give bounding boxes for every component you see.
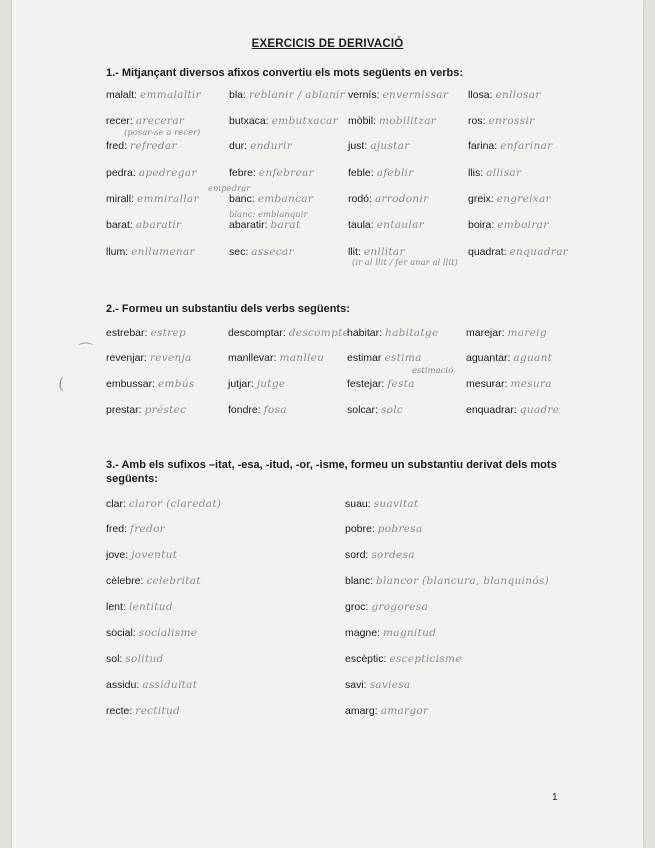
exercise-item bbox=[106, 705, 180, 717]
handwritten-answer: estrep bbox=[150, 327, 187, 339]
item-label: prestar: bbox=[106, 404, 142, 416]
item-label: malalt: bbox=[106, 89, 137, 101]
item-label: sec: bbox=[229, 246, 249, 258]
exercise-item bbox=[106, 115, 184, 127]
worksheet-page bbox=[12, 0, 643, 848]
item-label: llit: bbox=[348, 246, 361, 258]
item-label: lent: bbox=[106, 601, 126, 613]
handwritten-note: (ir al llit / fer anar al llit) bbox=[352, 258, 458, 268]
handwritten-answer: enllitar bbox=[363, 246, 405, 258]
exercise-item bbox=[229, 167, 314, 179]
exercise-item bbox=[345, 627, 436, 639]
exercise-item bbox=[345, 653, 462, 665]
item-label: rodó: bbox=[348, 193, 372, 205]
item-label: savi: bbox=[345, 679, 367, 691]
handwritten-answer: arecerar bbox=[135, 115, 185, 127]
exercise-item bbox=[229, 140, 292, 152]
handwritten-answer: embancar bbox=[257, 193, 314, 205]
exercise-item bbox=[106, 498, 221, 510]
item-label: embussar: bbox=[106, 378, 156, 390]
exercise-item bbox=[345, 679, 411, 691]
handwritten-answer: enllosar bbox=[495, 89, 541, 101]
handwritten-answer: socialisme bbox=[138, 627, 198, 639]
handwritten-answer: assiduïtat bbox=[142, 679, 198, 691]
item-label: llum: bbox=[106, 246, 129, 258]
item-label: taula: bbox=[348, 219, 374, 231]
item-label: enquadrar: bbox=[466, 404, 517, 416]
exercise-item bbox=[345, 575, 549, 587]
exercise-item bbox=[468, 167, 521, 179]
item-label: barat: bbox=[106, 219, 133, 231]
item-label: clar: bbox=[106, 498, 126, 510]
handwritten-answer: revenja bbox=[149, 352, 192, 364]
handwritten-answer: assecar bbox=[251, 246, 294, 258]
handwritten-answer: endurir bbox=[250, 140, 293, 152]
item-label: fondre: bbox=[228, 404, 261, 416]
handwritten-answer: mareig bbox=[507, 327, 547, 339]
exercise-item bbox=[229, 246, 294, 258]
handwritten-note: blanc: emblanquir bbox=[229, 210, 308, 220]
item-label: cèlebre: bbox=[106, 575, 144, 587]
handwritten-answer: sordesa bbox=[371, 549, 415, 561]
item-label: marejar: bbox=[466, 327, 505, 339]
handwritten-answer: amargor bbox=[380, 705, 429, 717]
handwritten-answer: mesura bbox=[510, 378, 552, 390]
handwritten-answer: jutge bbox=[256, 378, 286, 390]
exercise-item bbox=[468, 115, 534, 127]
section-3-heading: 3.- Amb els sufixos –itat, -esa, -itud, -or, -isme, formeu un substantiu derivat dels mots següents: bbox=[106, 459, 557, 485]
handwritten-answer: arrodonir bbox=[374, 193, 429, 205]
exercise-item bbox=[348, 115, 436, 127]
item-label: just: bbox=[348, 140, 368, 152]
item-label: solcar: bbox=[347, 404, 378, 416]
handwritten-answer: descompte bbox=[288, 327, 350, 339]
exercise-item bbox=[466, 404, 559, 416]
handwritten-answer: mobilitzar bbox=[379, 115, 437, 127]
exercise-item bbox=[106, 140, 177, 152]
handwritten-answer: joventut bbox=[131, 549, 178, 561]
exercise-item bbox=[229, 89, 345, 101]
exercise-item bbox=[468, 89, 541, 101]
exercise-item bbox=[466, 352, 552, 364]
item-label: dur: bbox=[229, 140, 248, 152]
exercise-item bbox=[106, 219, 181, 231]
exercise-item bbox=[106, 575, 201, 587]
exercise-item bbox=[106, 404, 186, 416]
item-label: recer: bbox=[106, 115, 133, 127]
exercise-item bbox=[466, 327, 547, 339]
item-label: llosa: bbox=[468, 89, 493, 101]
item-label: estrebar: bbox=[106, 327, 148, 339]
handwritten-answer: enfarinar bbox=[500, 140, 553, 152]
item-label: boira: bbox=[468, 219, 495, 231]
item-label: social: bbox=[106, 627, 136, 639]
item-label: manllevar: bbox=[228, 352, 277, 364]
item-label: ros: bbox=[468, 115, 486, 127]
item-label: jove: bbox=[106, 549, 129, 561]
exercise-item bbox=[347, 404, 403, 416]
handwritten-answer: fosa bbox=[263, 404, 287, 416]
exercise-item bbox=[347, 378, 415, 390]
item-label: descomptar: bbox=[228, 327, 286, 339]
exercise-item bbox=[106, 352, 192, 364]
item-label: febre: bbox=[229, 167, 256, 179]
handwritten-answer: rectitud bbox=[135, 705, 181, 717]
pencil-mark: ( bbox=[58, 374, 65, 393]
exercise-item bbox=[468, 219, 549, 231]
exercise-item bbox=[347, 327, 438, 339]
exercise-item bbox=[228, 352, 324, 364]
handwritten-answer: allisar bbox=[486, 167, 522, 179]
item-label: sol: bbox=[106, 653, 123, 665]
handwritten-answer: aguant bbox=[513, 352, 553, 364]
exercise-item bbox=[106, 679, 197, 691]
handwritten-answer: barat bbox=[270, 219, 301, 231]
handwritten-answer: embutxacar bbox=[271, 115, 338, 127]
item-label: bla: bbox=[229, 89, 246, 101]
handwritten-note: empedrar bbox=[208, 184, 251, 194]
exercise-item bbox=[348, 193, 428, 205]
item-label: estimar bbox=[347, 352, 382, 364]
handwritten-answer: apedregar bbox=[138, 167, 197, 179]
exercise-item bbox=[345, 523, 423, 535]
exercise-item bbox=[106, 327, 186, 339]
exercise-item bbox=[345, 705, 428, 717]
handwritten-answer: enquadrar bbox=[509, 246, 568, 258]
handwritten-answer: reblanir / ablanir bbox=[248, 89, 346, 101]
exercise-item bbox=[106, 627, 197, 639]
handwritten-answer: festa bbox=[387, 378, 415, 390]
item-label: vernís: bbox=[348, 89, 380, 101]
exercise-item bbox=[229, 193, 313, 205]
exercise-item bbox=[348, 246, 405, 258]
handwritten-answer: embús bbox=[158, 378, 195, 390]
exercise-item bbox=[348, 219, 424, 231]
item-label: escèptic: bbox=[345, 653, 387, 665]
item-label: mesurar: bbox=[466, 378, 508, 390]
item-label: revenjar: bbox=[106, 352, 147, 364]
exercise-item bbox=[106, 193, 199, 205]
handwritten-answer: lentitud bbox=[128, 601, 173, 613]
handwritten-answer: suavitat bbox=[373, 498, 419, 510]
item-label: butxaca: bbox=[229, 115, 269, 127]
exercise-item bbox=[348, 140, 410, 152]
exercise-item bbox=[228, 404, 287, 416]
item-label: pobre: bbox=[345, 523, 375, 535]
handwritten-answer: enllumenar bbox=[131, 246, 195, 258]
handwritten-answer: escepticisme bbox=[389, 653, 462, 665]
item-label: blanc: bbox=[345, 575, 374, 587]
item-label: magne: bbox=[345, 627, 381, 639]
item-label: groc: bbox=[345, 601, 369, 613]
exercise-item bbox=[106, 378, 195, 390]
handwritten-note: estimació bbox=[412, 366, 454, 376]
item-label: recte: bbox=[106, 705, 133, 717]
item-label: sord: bbox=[345, 549, 369, 561]
exercise-item bbox=[106, 167, 197, 179]
exercise-item bbox=[228, 327, 349, 339]
item-label: greix: bbox=[468, 193, 494, 205]
handwritten-answer: fredor bbox=[130, 523, 165, 535]
handwritten-answer: ajustar bbox=[370, 140, 410, 152]
handwritten-answer: manlleu bbox=[279, 352, 325, 364]
page-number: 1 bbox=[552, 792, 558, 803]
section-2-heading: 2.- Formeu un substantiu dels verbs següents: bbox=[106, 303, 350, 315]
item-label: mòbil: bbox=[348, 115, 377, 127]
handwritten-answer: claror (claredat) bbox=[128, 498, 222, 510]
item-label: feble: bbox=[348, 167, 374, 179]
handwritten-answer: quadre bbox=[519, 404, 560, 416]
item-label: banc: bbox=[229, 193, 255, 205]
handwritten-answer: emmalaltir bbox=[139, 89, 201, 101]
exercise-item bbox=[106, 549, 177, 561]
item-label: farina: bbox=[468, 140, 498, 152]
item-label: festejar: bbox=[347, 378, 385, 390]
handwritten-answer: saviesa bbox=[369, 679, 411, 691]
handwritten-answer: engreixar bbox=[496, 193, 551, 205]
exercise-item bbox=[347, 352, 422, 364]
item-label: jutjar: bbox=[228, 378, 254, 390]
handwritten-answer: solc bbox=[380, 404, 404, 416]
item-label: suau: bbox=[345, 498, 371, 510]
exercise-item bbox=[228, 378, 285, 390]
item-label: mirall: bbox=[106, 193, 134, 205]
page-title: EXERCICIS DE DERIVACIÓ bbox=[251, 38, 404, 50]
handwritten-answer: entaular bbox=[376, 219, 424, 231]
exercise-item bbox=[106, 246, 195, 258]
item-label: llis: bbox=[468, 167, 484, 179]
handwritten-answer: pobresa bbox=[377, 523, 423, 535]
exercise-item bbox=[106, 523, 165, 535]
handwritten-note: (posar-se a recer) bbox=[124, 128, 201, 138]
item-label: quadrat: bbox=[468, 246, 507, 258]
handwritten-answer: envernissar bbox=[382, 89, 449, 101]
pencil-mark: ⌒ bbox=[78, 341, 95, 360]
handwritten-answer: estima bbox=[384, 352, 422, 364]
item-label: amarg: bbox=[345, 705, 378, 717]
handwritten-answer: enrossir bbox=[488, 115, 535, 127]
handwritten-answer: préstec bbox=[144, 404, 187, 416]
handwritten-answer: emboirar bbox=[497, 219, 549, 231]
exercise-item bbox=[468, 193, 551, 205]
handwritten-answer: grogoresa bbox=[371, 601, 429, 613]
handwritten-answer: abaratir bbox=[135, 219, 182, 231]
handwritten-answer: magnitud bbox=[383, 627, 437, 639]
item-label: habitar: bbox=[347, 327, 383, 339]
exercise-item bbox=[466, 378, 552, 390]
handwritten-answer: refredar bbox=[130, 140, 177, 152]
handwritten-answer: celebritat bbox=[146, 575, 201, 587]
exercise-item bbox=[468, 140, 552, 152]
exercise-item bbox=[348, 89, 448, 101]
handwritten-answer: afeblir bbox=[376, 167, 414, 179]
item-label: aguantar: bbox=[466, 352, 511, 364]
item-label: fred: bbox=[106, 523, 128, 535]
exercise-item bbox=[229, 115, 338, 127]
handwritten-answer: habitatge bbox=[385, 327, 439, 339]
exercise-item bbox=[106, 601, 173, 613]
exercise-item bbox=[345, 498, 419, 510]
exercise-item bbox=[229, 219, 301, 231]
exercise-item bbox=[348, 167, 414, 179]
handwritten-answer: emmirallar bbox=[137, 193, 199, 205]
item-label: abaratir: bbox=[229, 219, 268, 231]
handwritten-answer: enfebrear bbox=[258, 167, 314, 179]
item-label: fred: bbox=[106, 140, 128, 152]
handwritten-answer: solitud bbox=[125, 653, 164, 665]
section-1-heading: 1.- Mitjançant diversos afixos convertiu els mots següents en verbs: bbox=[106, 67, 464, 79]
exercise-item bbox=[106, 653, 164, 665]
exercise-item bbox=[468, 246, 568, 258]
exercise-item bbox=[345, 601, 428, 613]
exercise-item bbox=[106, 89, 201, 101]
item-label: assidu: bbox=[106, 679, 140, 691]
handwritten-answer: blancor (blancura, blanquinós) bbox=[376, 575, 550, 587]
item-label: pedra: bbox=[106, 167, 136, 179]
exercise-item bbox=[345, 549, 415, 561]
